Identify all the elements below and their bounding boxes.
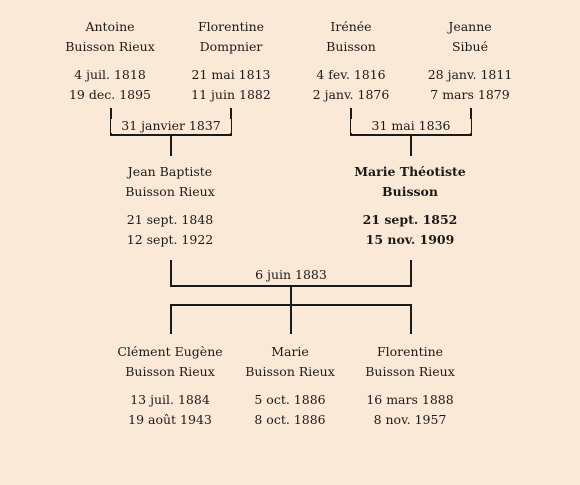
- death-date: 7 mars 1879: [430, 87, 510, 102]
- death-date: 11 juin 1882: [191, 87, 271, 102]
- connector-line: [170, 134, 172, 156]
- death-date: 19 dec. 1895: [68, 87, 152, 102]
- connector-line: [170, 304, 172, 334]
- person-last-name: Sibué: [451, 39, 488, 54]
- birth-date: 4 juil. 1818: [74, 67, 146, 82]
- person-first-name: Marie Théotiste: [354, 164, 466, 179]
- connector-line: [410, 304, 412, 334]
- person-last-name: Buisson: [382, 184, 438, 199]
- person-jeanne: [400, 17, 540, 105]
- person-last-name: Buisson Rieux: [245, 364, 335, 379]
- person-jean-baptiste: [100, 162, 240, 250]
- birth-date: 13 juil. 1884: [130, 392, 210, 407]
- person-first-name: Jeanne: [448, 19, 492, 34]
- birth-date: 5 oct. 1886: [254, 392, 326, 407]
- connector-line: [290, 304, 292, 334]
- death-date: 8 oct. 1886: [254, 412, 326, 427]
- person-marie: [220, 342, 360, 430]
- marriage-date: 6 juin 1883: [231, 268, 351, 282]
- connector-line: [410, 260, 412, 287]
- person-last-name: Buisson Rieux: [125, 184, 215, 199]
- person-marie-theotiste: [340, 162, 480, 250]
- death-date: 19 août 1943: [128, 412, 212, 427]
- person-last-name: Buisson: [326, 39, 376, 54]
- death-date: 2 janv. 1876: [312, 87, 390, 102]
- person-first-name: Marie: [271, 344, 309, 359]
- birth-date: 21 sept. 1852: [362, 212, 458, 227]
- birth-date: 4 fev. 1816: [316, 67, 386, 82]
- person-last-name: Buisson Rieux: [365, 364, 455, 379]
- marriage-date: 31 janvier 1837: [111, 119, 231, 133]
- person-first-name: Clément Eugène: [117, 344, 223, 359]
- birth-date: 28 janv. 1811: [427, 67, 513, 82]
- person-last-name: Buisson Rieux: [125, 364, 215, 379]
- person-first-name: Florentine: [376, 344, 444, 359]
- birth-date: 21 sept. 1848: [126, 212, 214, 227]
- person-last-name: Dompnier: [199, 39, 263, 54]
- death-date: 12 sept. 1922: [126, 232, 214, 247]
- person-florentine-dompnier: [161, 17, 301, 105]
- person-first-name: Antoine: [85, 19, 135, 34]
- connector-line: [410, 134, 412, 156]
- person-last-name: Buisson Rieux: [65, 39, 155, 54]
- person-clement-eugene: [100, 342, 240, 430]
- person-antoine: [40, 17, 180, 105]
- marriage-date: 31 mai 1836: [351, 119, 471, 133]
- death-date: 15 nov. 1909: [365, 232, 455, 247]
- person-first-name: Florentine: [197, 19, 265, 34]
- birth-date: 21 mai 1813: [191, 67, 271, 82]
- connector-line: [170, 260, 172, 287]
- person-first-name: Jean Baptiste: [127, 164, 213, 179]
- birth-date: 16 mars 1888: [366, 392, 454, 407]
- person-first-name: Irénée: [330, 19, 372, 34]
- person-florentine-child: [340, 342, 480, 430]
- death-date: 8 nov. 1957: [373, 412, 447, 427]
- connector-line: [290, 285, 292, 305]
